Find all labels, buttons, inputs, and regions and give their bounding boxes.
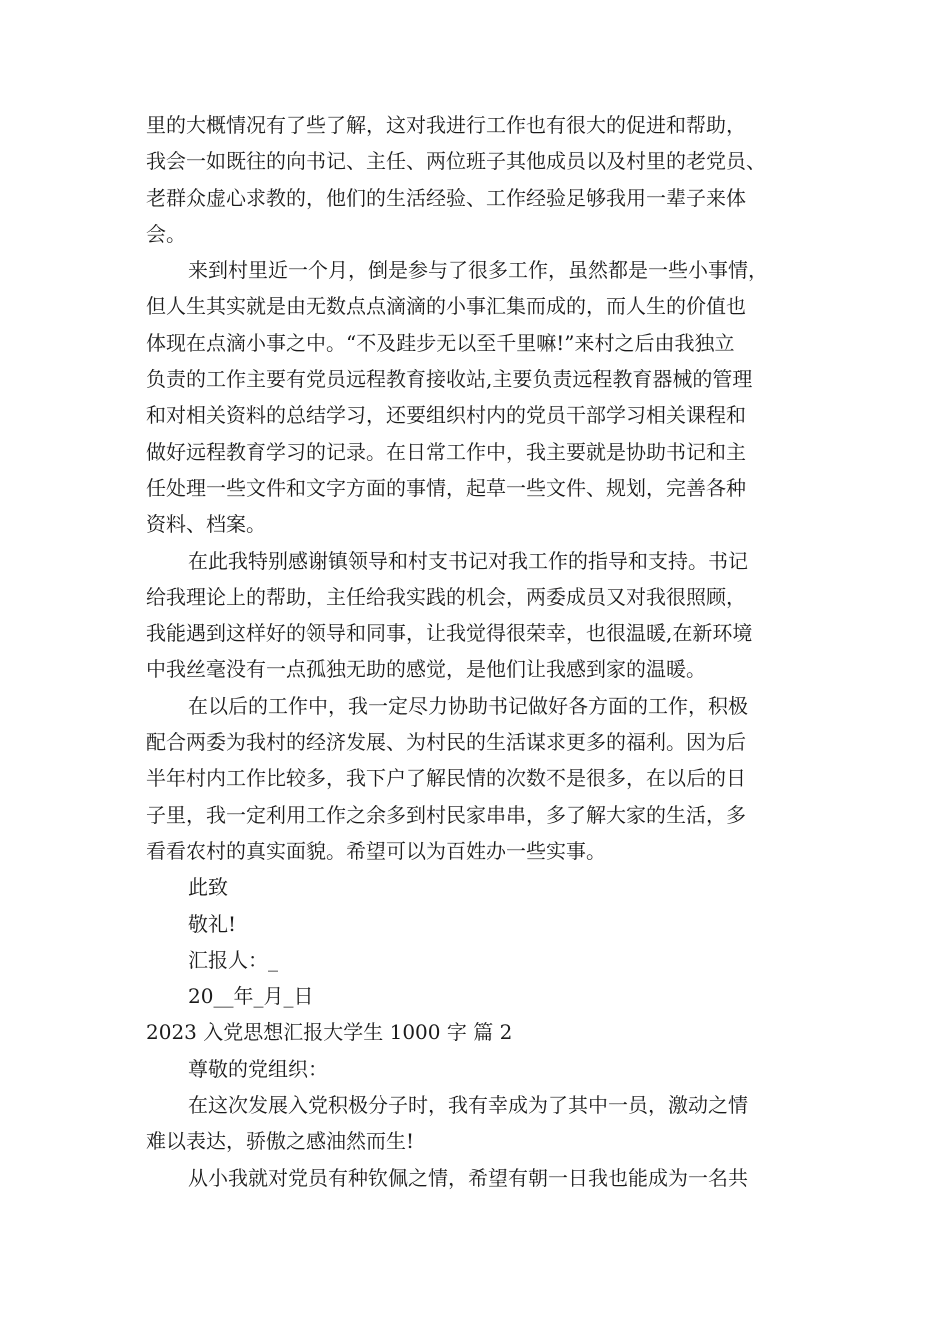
- greeting-line: 尊敬的党组织：: [188, 1056, 328, 1081]
- closing-salutation: 此致: [188, 875, 228, 900]
- text-line: 里的大概情况有了些了解，这对我进行工作也有很大的促进和帮助，: [146, 113, 746, 137]
- text-line: 负责的工作主要有党员远程教育接收站,主要负责远程教育器械的管理: [146, 367, 753, 392]
- text-line: 但人生其实就是由无数点点滴滴的小事汇集而成的，而人生的价值也: [146, 294, 746, 319]
- paragraph-start-line: 从小我就对党员有种钦佩之情，希望有朝一日我也能成为一名共: [188, 1165, 748, 1190]
- text-line: 任处理一些文件和文字方面的事情，起草一些文件、规划，完善各种: [146, 475, 746, 500]
- paragraph-start-line: 来到村里近一个月，倒是参与了很多工作，虽然都是一些小事情，: [188, 258, 768, 283]
- paragraph-start-line: 在此我特别感谢镇领导和村支书记对我工作的指导和支持。书记: [188, 548, 748, 573]
- text-line: 配合两委为我村的经济发展、为村民的生活谋求更多的福利。因为后: [146, 730, 746, 755]
- document-page: [146, 107, 816, 1196]
- text-line: 子里，我一定利用工作之余多到村民家串串，多了解大家的生活，多: [146, 802, 746, 827]
- text-line: 看看农村的真实面貌。希望可以为百姓办一些实事。: [146, 838, 606, 863]
- text-line: 老群众虚心求教的，他们的生活经验、工作经验足够我用一辈子来体: [146, 185, 746, 210]
- report-date: 20__年_月_日: [188, 984, 314, 1009]
- text-line: 会。: [146, 221, 186, 246]
- text-line: 体现在点滴小事之中。“不及跬步无以至千里嘛!”来村之后由我独立: [146, 330, 735, 355]
- text-line: 我会一如既往的向书记、主任、两位班子其他成员以及村里的老党员、: [146, 149, 766, 174]
- paragraph-start-line: 在这次发展入党积极分子时，我有幸成为了其中一员，激动之情: [188, 1093, 748, 1118]
- text-line: 资料、档案。: [146, 512, 266, 537]
- text-line: 难以表达，骄傲之感油然而生!: [146, 1129, 415, 1154]
- closing-respect: 敬礼!: [188, 911, 237, 936]
- text-line: 做好远程教育学习的记录。在日常工作中，我主要就是协助书记和主: [146, 439, 746, 464]
- section-heading: 2023 入党思想汇报大学生 1000 字 篇 2: [146, 1020, 513, 1045]
- reporter-signature: 汇报人：_: [188, 947, 278, 972]
- text-line: 半年村内工作比较多，我下户了解民情的次数不是很多，在以后的日: [146, 766, 746, 791]
- text-line: 和对相关资料的总结学习，还要组织村内的党员干部学习相关课程和: [146, 403, 746, 428]
- text-line: 给我理论上的帮助，主任给我实践的机会，两委成员又对我很照顾，: [146, 584, 746, 609]
- paragraph-start-line: 在以后的工作中，我一定尽力协助书记做好各方面的工作，积极: [188, 693, 748, 718]
- text-line: 中我丝毫没有一点孤独无助的感觉，是他们让我感到家的温暖。: [146, 657, 706, 682]
- text-line: 我能遇到这样好的领导和同事，让我觉得很荣幸，也很温暖,在新环境: [146, 621, 753, 646]
